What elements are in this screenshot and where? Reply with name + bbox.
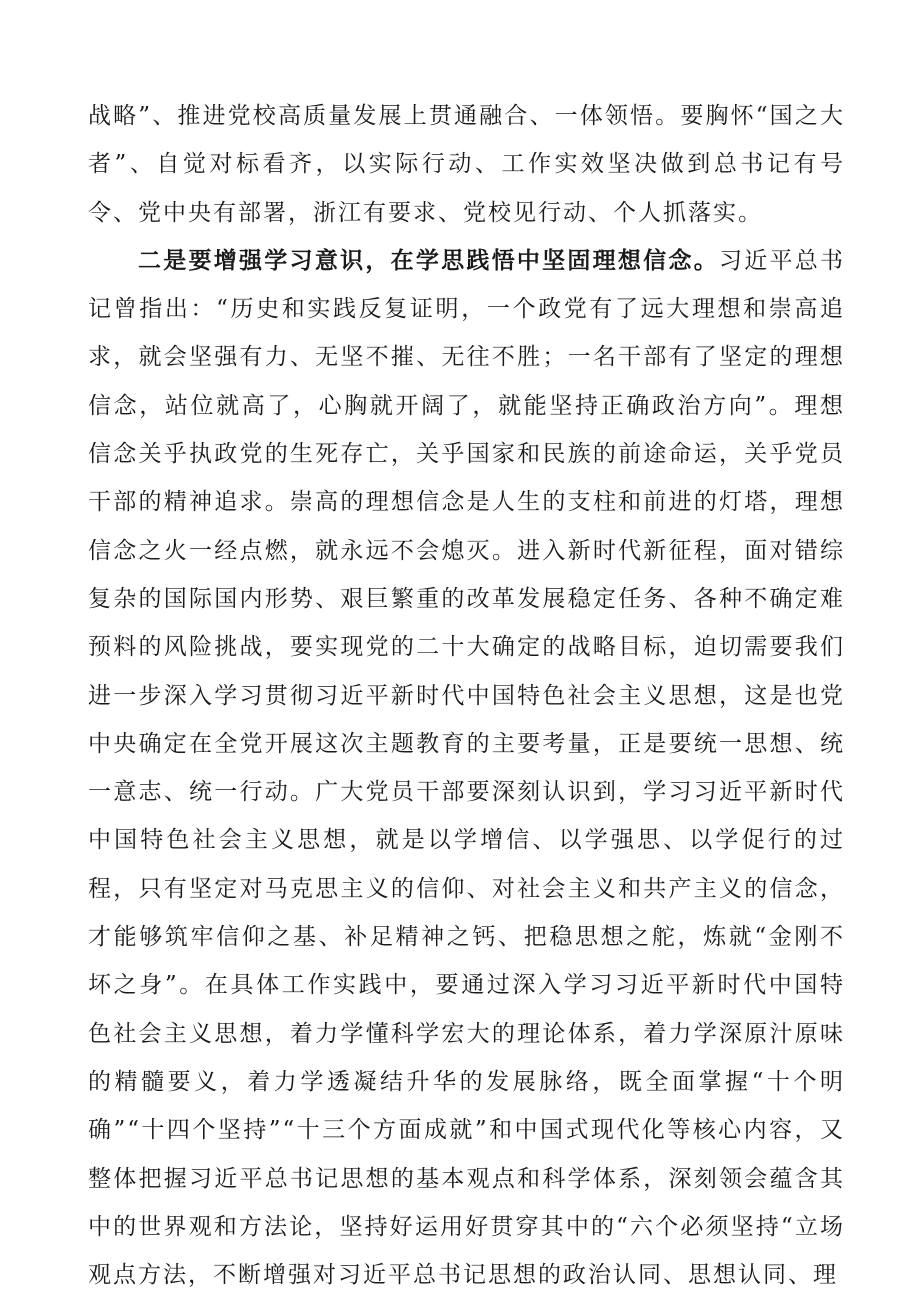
paragraph-body: 习近平总书记曾指出：“历史和实践反复证明，一个政党有了远大理想和崇高追求，就会坚强有力、无坚不摧、无往不胜；一名干部有了坚定的理想信念，站位就高了，心胸就开阔了，就能坚持正确政治方向”。理想信念关乎执政党的生死存亡，关乎国家和民族的前途命运，关乎党员干部的精神追求。崇高的理想信念是人生的支柱和前进的灯塔，理想信念之火一经点燃，就永远不会熄灭。进入新时代新征程，面对错综复杂的国际国内形势、艰巨繁重的改革发展稳定任务、各种不确定难预料的风险挑战，要实现党的二十大确定的战略目标，迫切需要我们进一步深入学习贯彻习近平新时代中国特色社会主义思想，这是也党中央确定在全党开展这次主题教育的主要考量，正是要统一思想、统一意志、统一行动。广大党员干部要深刻认识到，学习习近平新时代中国特色社会主义思想，就是以学增信、以学强思、以学促行的过程，只有坚定对马克思主义的信仰、对社会主义和共产主义的信念，才能够筑牢信仰之基、补足精神之钙、把稳思想之舵，炼就“金刚不坏之身”。在具体工作实践中，要通过深入学习习近平新时代中国特色社会主义思想，着力学懂科学宏大的理论体系，着力学深原汁原味的精髓要义，着力学透凝结升华的发展脉络，既全面掌握“十个明确”“十四个坚持”“十三个方面成就”和中国式现代化等核心内容，又整体把握习近平总书记思想的基本观点和科学体系，深刻领会蕴含其中的世界观和方法论，坚持好运用好贯穿其中的“六个必须坚持“立场观点方法，不断增强对习近平总书记思想的政治认同、思想认同、理: [88, 247, 846, 1289]
paragraph-heading: 二是要增强学习意识，在学思践悟中坚固理想信念。: [138, 246, 719, 274]
paragraph-continuation: 战略”、推进党校高质量发展上贯通融合、一体领悟。要胸怀“国之大者”、自觉对标看齐，以实际行动、工作实效坚决做到总书记有号令、党中央有部署，浙江有要求、党校见行动、个人抓落实。: [88, 103, 845, 226]
document-body: [88, 92, 845, 1299]
paragraph-ideals-beliefs: [88, 237, 845, 1300]
